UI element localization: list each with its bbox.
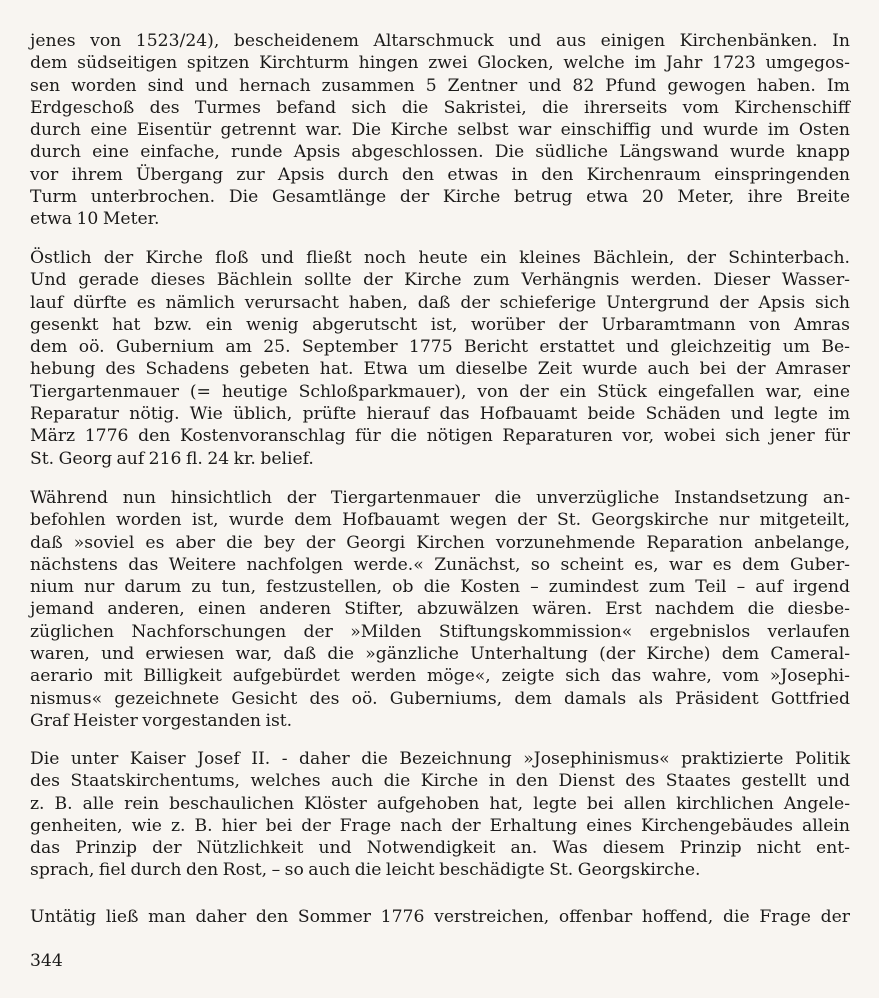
text-line: befohlen worden ist, wurde dem Hofbauamt wegen der St. Georgskirche nur mitgeteilt, — [30, 510, 850, 531]
text-line: nismus« gezeichnete Gesicht des oö. Guberniums, dem damals als Präsident Gottfried — [30, 688, 850, 709]
text-line: vor ihrem Übergang zur Apsis durch den etwas in den Kirchenraum einspringenden — [30, 164, 850, 185]
text-line: des Staatskirchentums, welches auch die Kirche in den Dienst des Staates gestellt und — [30, 771, 850, 792]
text-line: sprach, fiel durch den Rost, – so auch die leicht beschädigte St. Georgskirche. — [30, 860, 701, 881]
text-line: nium nur darum zu tun, festzustellen, ob die Kosten – zumindest zum Teil – auf irgend — [30, 577, 850, 598]
text-line: Untätig ließ man daher den Sommer 1776 verstreichen, offenbar hoffend, die Frage der — [30, 907, 850, 927]
text-line: Während nun hinsichtlich der Tiergartenmauer die unverzügliche Instandsetzung an- — [30, 488, 850, 508]
text-line: aerario mit Billigkeit aufgebürdet werden möge«, zeigte sich das wahre, vom »Josephi- — [30, 666, 850, 687]
text-line: genheiten, wie z. B. hier bei der Frage nach der Erhaltung eines Kirchengebäudes allein — [30, 815, 850, 836]
text-line: dem oö. Gubernium am 25. September 1775 Bericht erstattet und gleichzeitig um Be- — [30, 337, 850, 358]
text-line: nächstens das Weitere nachfolgen werde.« Zunächst, so scheint es, war es dem Guber- — [30, 554, 850, 575]
page-number: 344 — [30, 951, 63, 971]
text-line: daß »soviel es aber die bey der Georgi Kirchen vorzunehmende Reparation anbelange, — [30, 532, 850, 553]
text-line: jemand anderen, einen anderen Stifter, abzuwälzen wären. Erst nachdem die diesbe- — [30, 599, 850, 620]
text-line: etwa 10 Meter. — [30, 209, 160, 230]
text-line: jenes von 1523/24), bescheidenem Altarschmuck und aus einigen Kirchenbänken. In — [30, 31, 850, 51]
text-line: Graf Heister vorgestanden ist. — [30, 710, 293, 731]
text-line: Reparatur nötig. Wie üblich, prüfte hierauf das Hofbauamt beide Schäden und legte im — [30, 404, 850, 425]
text-line: gesenkt hat bzw. ein wenig abgerutscht ist, worüber der Urbaramtmann von Amras — [30, 314, 850, 335]
text-line: durch eine einfache, runde Apsis abgeschlossen. Die südliche Längswand wurde knapp — [30, 142, 850, 163]
text-line: Und gerade dieses Bächlein sollte der Kirche zum Verhängnis werden. Dieser Wasser- — [30, 270, 850, 291]
text-line: März 1776 den Kostenvoranschlag für die nötigen Reparaturen vor, wobei sich jener für — [30, 426, 850, 447]
text-line: lauf dürfte es nämlich verursacht haben, daß der schieferige Untergrund der Apsis sich — [30, 292, 850, 313]
text-line: St. Georg auf 216 fl. 24 kr. belief. — [30, 448, 314, 469]
paragraph-sommer-1776 — [30, 906, 850, 928]
text-line: sen worden sind und hernach zusammen 5 Zentner und 82 Pfund gewogen haben. Im — [30, 75, 850, 96]
text-line: züglichen Nachforschungen der »Milden Stiftungskommission« ergebnislos verlaufen — [30, 621, 850, 642]
text-line: Östlich der Kirche floß und fließt noch heute ein kleines Bächlein, der Schinterbach. — [30, 248, 850, 268]
text-line: das Prinzip der Nützlichkeit und Notwendigkeit an. Was diesem Prinzip nicht ent- — [30, 838, 850, 859]
text-line: durch eine Eisentür getrennt war. Die Kirche selbst war einschiffig und wurde im Osten — [30, 120, 850, 141]
text-line: Die unter Kaiser Josef II. - daher die Bezeichnung »Josephinismus« praktizierte Politik — [30, 749, 850, 769]
paragraph-church-description — [30, 30, 850, 231]
text-line: z. B. alle rein beschaulichen Klöster aufgehoben hat, legte bei allen kirchlichen Angele- — [30, 793, 850, 814]
text-line: Turm unterbrochen. Die Gesamtlänge der Kirche betrug etwa 20 Meter, ihre Breite — [30, 187, 850, 208]
paragraph-tiergartenmauer — [30, 487, 850, 732]
text-line: Erdgeschoß des Turmes befand sich die Sakristei, die ihrerseits vom Kirchenschiff — [30, 97, 850, 118]
text-line: Tiergartenmauer (= heutige Schloßparkmauer), von der ein Stück eingefallen war, eine — [30, 381, 850, 402]
paragraph-josephinismus — [30, 748, 850, 882]
text-line: dem südseitigen spitzen Kirchturm hingen zwei Glocken, welche im Jahr 1723 umgegos- — [30, 53, 850, 74]
paragraph-schinterbach — [30, 247, 850, 470]
text-line: hebung des Schadens gebeten hat. Etwa um dieselbe Zeit wurde auch bei der Amraser — [30, 359, 850, 380]
text-line: waren, und erwiesen war, daß die »gänzliche Unterhaltung (der Kirche) dem Cameral- — [30, 644, 850, 665]
